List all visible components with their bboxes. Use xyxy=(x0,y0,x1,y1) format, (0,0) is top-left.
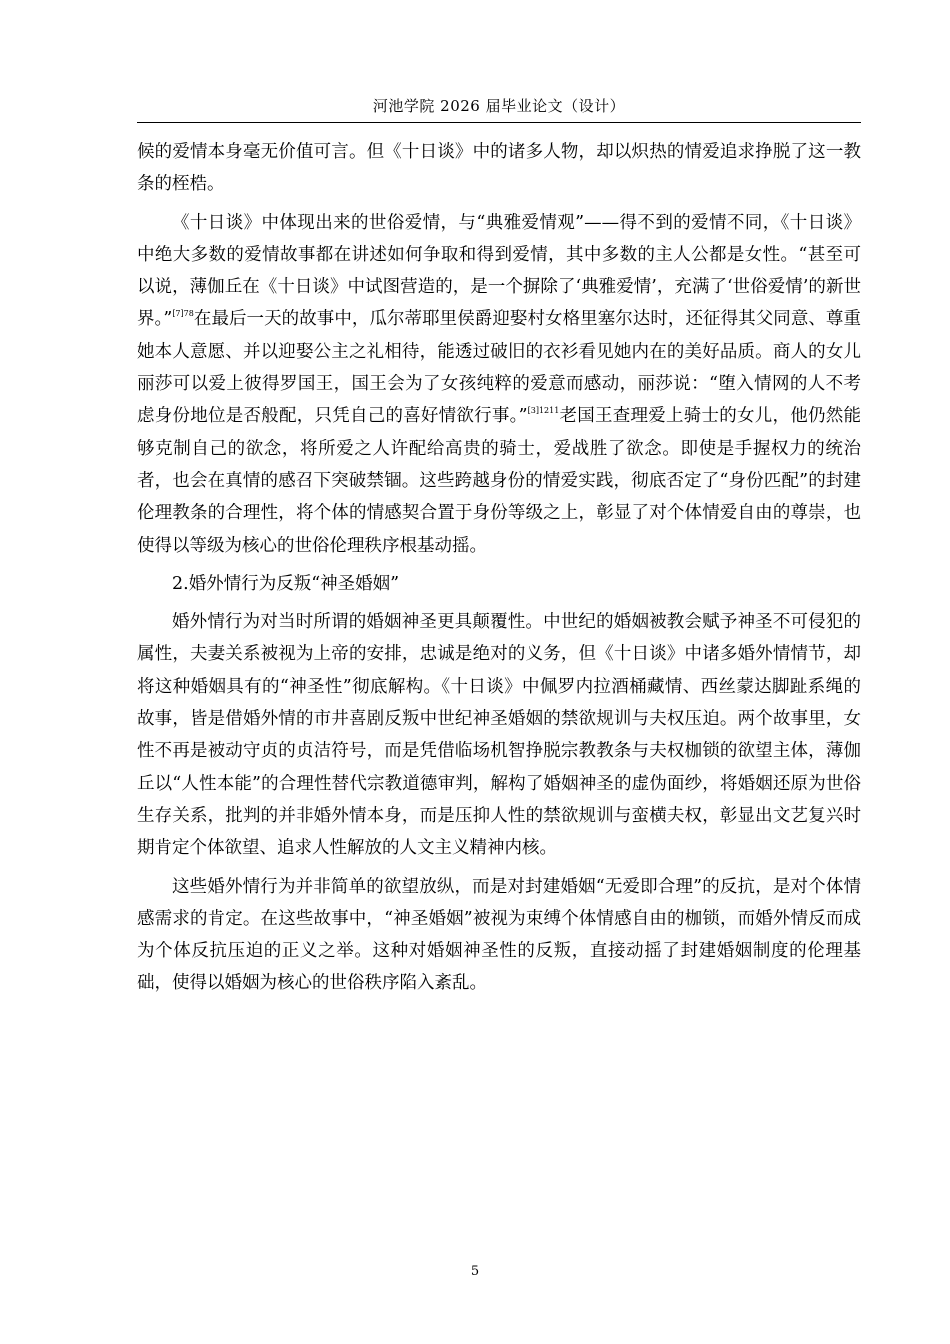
body-text xyxy=(137,136,861,1000)
paragraph-text: 在最后一天的故事中，瓜尔蒂耶里侯爵迎娶村女格里塞尔达时，还征得其父同意、尊重她本人意愿、并以迎娶公主之礼相待，能透过破旧的衣衫看见她内在的美好品质。商人的女儿丽莎可以爱上彼得罗国王，国王会为了女孩纯粹的爱意而感动，丽莎说：“堕入情网的人不考虑身份地位是否般配，只凭自己的喜好情欲行事。” xyxy=(137,309,861,427)
paragraph-secular-love xyxy=(137,207,861,562)
paragraph-extramarital: 婚外情行为对当时所谓的婚姻神圣更具颠覆性。中世纪的婚姻被教会赋予神圣不可侵犯的属性，夫妻关系被视为上帝的安排，忠诚是绝对的义务，但《十日谈》中诸多婚外情情节，却将这种婚姻具有的“神圣性”彻底解构。《十日谈》中佩罗内拉酒桶藏情、西丝蒙达脚趾系绳的故事，皆是借婚外情的市井喜剧反叛中世纪神圣婚姻的禁欲规训与夫权压迫。两个故事里，女性不再是被动守贞的贞洁符号，而是凭借临场机智挣脱宗教教条与夫权枷锁的欲望主体，薄伽丘以“人性本能”的合理性替代宗教道德审判，解构了婚姻神圣的虚伪面纱，将婚姻还原为世俗生存关系，批判的并非婚外情本身，而是压抑人性的禁欲规训与蛮横夫权，彰显出文艺复兴时期肯定个体欲望、追求人性解放的人文主义精神内核。 xyxy=(137,612,861,859)
paragraph-text: 《十日谈》中体现出来的世俗爱情，与“典雅爱情观”——得不到的爱情不同，《十日谈》中绝大多数的爱情故事都在讲述如何争取和得到爱情，其中多数的主人公都是女性。“甚至可以说，薄伽丘在《十日谈》中试图营造的，是一个摒除了‘典雅爱情’，充满了‘世俗爱情’的新世界。” xyxy=(137,212,861,330)
page-header: 河池学院 2026 届毕业论文（设计） xyxy=(372,97,626,115)
paragraph-continuation: 候的爱情本身毫无价值可言。但《十日谈》中的诸多人物，却以炽热的情爱追求挣脱了这一教条的桎梏。 xyxy=(137,142,861,195)
paragraph-rebellion: 这些婚外情行为并非简单的欲望放纵，而是对封建婚姻“无爱即合理”的反抗，是对个体情感需求的肯定。在这些故事中，“神圣婚姻”被视为束缚个体情感自由的枷锁，而婚外情反而成为个体反抗压迫的正义之举。这种对婚姻神圣性的反叛，直接动摇了封建婚姻制度的伦理基础，使得以婚姻为核心的世俗秩序陷入紊乱。 xyxy=(137,876,861,994)
page-number: 5 xyxy=(470,1264,480,1279)
header-rule xyxy=(137,122,861,123)
citation-superscript: [3]1211 xyxy=(527,406,560,416)
section-heading: 2.婚外情行为反叛“神圣婚姻” xyxy=(172,573,400,594)
citation-superscript: [7]78 xyxy=(172,309,194,319)
paragraph-text: 老国王查理爱上骑士的女儿，他仍然能够克制自己的欲念，将所爱之人许配给高贵的骑士，爱战胜了欲念。即使是手握权力的统治者，也会在真情的感召下突破禁锢。这些跨越身份的情爱实践，彻底否定了“身份匹配”的封建伦理教条的合理性，将个体的情感契合置于身份等级之上，彰显了对个体情爱自由的尊崇，也使得以等级为核心的世俗伦理秩序根基动摇。 xyxy=(137,406,861,556)
